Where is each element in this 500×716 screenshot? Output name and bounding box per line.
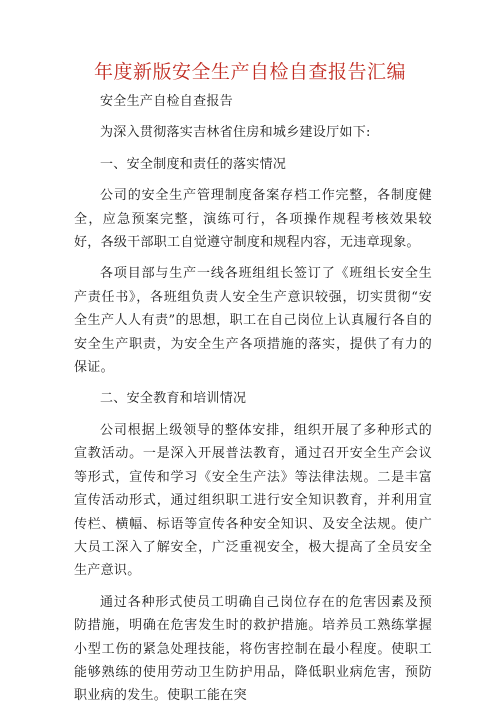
report-heading: 安全生产自检自查报告 xyxy=(100,94,234,109)
body-paragraph: 各项目部与生产一线各班组组长签订了《班组长安全生产责任书》，各班组负责人安全生产意识较强，切实贯彻“安全生产人人有责”的思想，职工在自己岗位上认真履行各自的安全生产职责，为安全生产各项措施的落实，提供了有力的保证。 xyxy=(74,266,432,376)
body-paragraph: 公司的安全生产管理制度备案存档工作完整，各制度健全，应急预案完整，演练可行，各项操作规程考核效果较好，各级干部职工自觉遵守制度和规程内容，无违章现象。 xyxy=(74,188,432,251)
section-heading-safety-system: 一、安全制度和责任的落实情况 xyxy=(100,156,287,172)
section-heading-training: 二、安全教育和培训情况 xyxy=(100,391,247,407)
body-paragraph: 通过各种形式使员工明确自己岗位存在的危害因素及预防措施，明确在危害发生时的救护措施。培养员工熟练掌握小型工伤的紧急处理技能，将伤害控制在最小程度。使职工能够熟练的使用劳动卫生防护用品，降低职业病危害，预防职业病的发生。使职工能在突 xyxy=(74,594,432,704)
document-title: 年度新版安全生产自检自查报告汇编 xyxy=(93,61,406,83)
document-body xyxy=(74,90,432,716)
intro-paragraph: 为深入贯彻落实吉林省住房和城乡建设厅如下: xyxy=(100,125,371,141)
body-paragraph: 公司根据上级领导的整体安排，组织开展了多种形式的宣教活动。一是深入开展普法教育，通过召开安全生产会议等形式，宣传和学习《安全生产法》等法律法规。二是丰富宣传活动形式，通过组织职工进行安全知识教育，并利用宣传栏、横幅、标语等宣传各种安全知识、及安全法规。使广大员工深入了解安全，广泛重视安全，极大提高了全员安全生产意识。 xyxy=(74,422,432,579)
